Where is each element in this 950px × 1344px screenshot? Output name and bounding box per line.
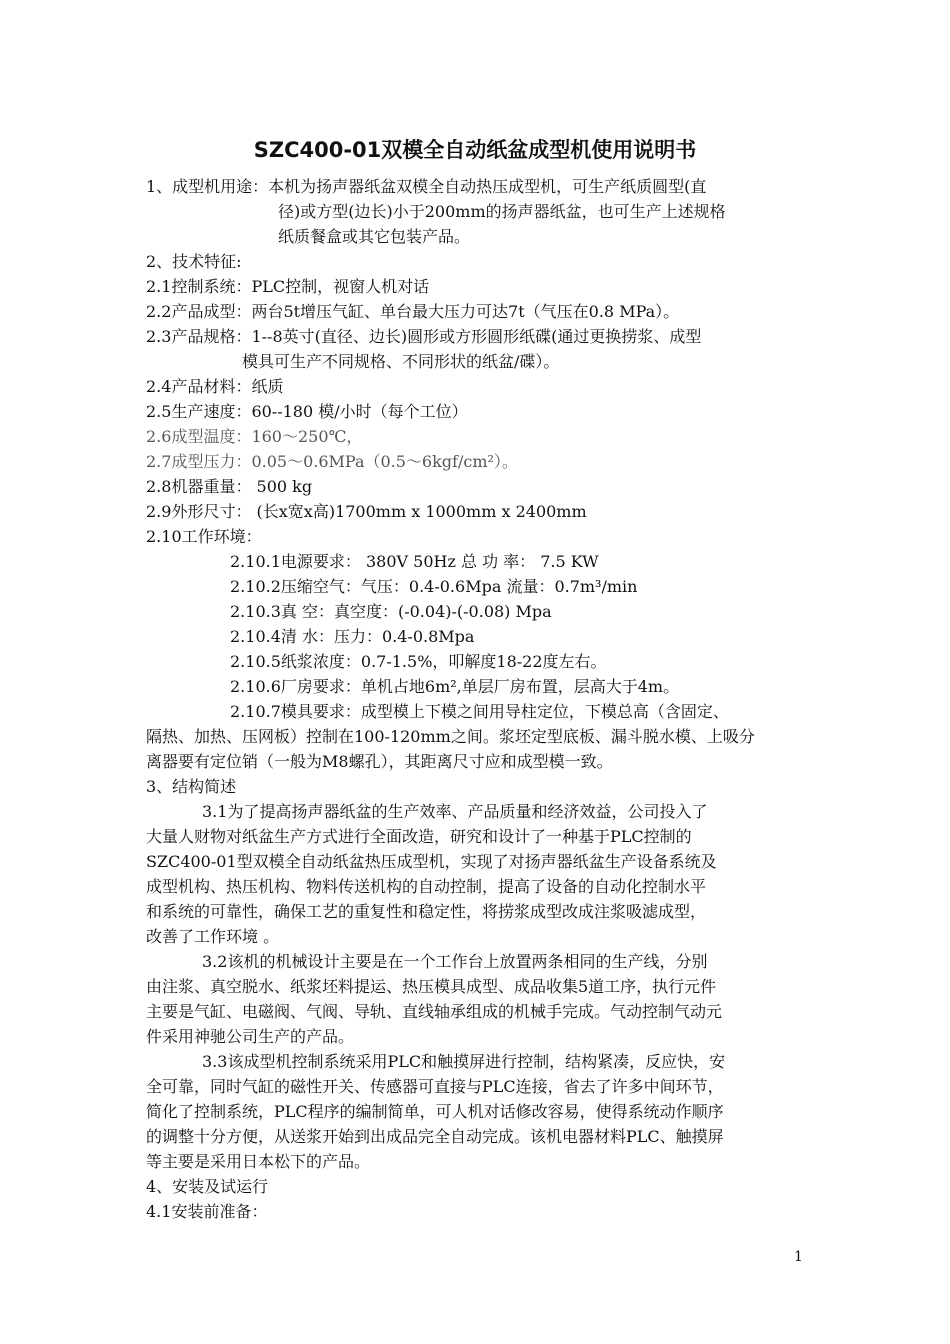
purpose-line-1: 1、成型机用途：本机为扬声器纸盆双模全自动热压成型机，可生产纸质圆型(直 bbox=[146, 177, 707, 196]
purpose-line-3: 纸质餐盒或其它包装产品。 bbox=[278, 227, 471, 246]
env-item-pulp: 2.10.5纸浆浓度：0.7-1.5%，叩解度18-22度左右。 bbox=[230, 652, 607, 671]
tech-item-2-3-line-1: 2.3产品规格：1--8英寸(直径、边长)圆形或方形圆形纸碟(通过更换捞浆、成型 bbox=[146, 327, 702, 346]
structure-p2-line: 由注浆、真空脱水、纸浆坯料提运、热压模具成型、成品收集5道工序，执行元件 bbox=[146, 977, 717, 996]
env-item-plant: 2.10.6厂房要求：单机占地6m²,单层厂房布置，层高大于4m。 bbox=[230, 677, 680, 696]
page-number: 1 bbox=[794, 1249, 803, 1265]
structure-p1-line: 改善了工作环境 。 bbox=[146, 927, 280, 946]
tech-item-2-4: 2.4产品材料：纸质 bbox=[146, 377, 284, 396]
structure-p3-line: 3.3该成型机控制系统采用PLC和触摸屏进行控制，结构紧凑，反应快，安 bbox=[202, 1052, 726, 1071]
tech-item-2-7: 2.7成型压力：0.05～0.6MPa（0.5～6kgf/cm²）。 bbox=[146, 452, 518, 471]
tech-item-2-9: 2.9外形尺寸： (长x宽x高)1700mm x 1000mm x 2400mm bbox=[146, 502, 587, 521]
purpose-line-2: 径)或方型(边长)小于200mm的扬声器纸盆，也可生产上述规格 bbox=[278, 202, 726, 221]
env-item-air: 2.10.2压缩空气：气压：0.4-0.6Mpa 流量：0.7m³/min bbox=[230, 577, 638, 596]
structure-p1-line: 和系统的可靠性，确保工艺的重复性和稳定性，将捞浆成型改成注浆吸滤成型， bbox=[146, 902, 707, 921]
env-item-water: 2.10.4清 水：压力：0.4-0.8Mpa bbox=[230, 627, 475, 646]
structure-p1-line: 3.1为了提高扬声器纸盆的生产效率、产品质量和经济效益，公司投入了 bbox=[202, 802, 708, 821]
tech-item-2-5: 2.5生产速度：60--180 模/小时（每个工位） bbox=[146, 402, 468, 421]
tech-heading: 2、技术特征: bbox=[146, 252, 242, 271]
env-item-mold-line-1: 2.10.7模具要求：成型模上下模之间用导柱定位，下模总高（含固定、 bbox=[230, 702, 729, 721]
env-item-mold-line-3: 离器要有定位销（一般为M8螺孔），其距离尺寸应和成型模一致。 bbox=[146, 752, 613, 771]
structure-p3-line: 简化了控制系统，PLC程序的编制简单，可人机对话修改容易，使得系统动作顺序 bbox=[146, 1102, 724, 1121]
install-heading: 4、安装及试运行 bbox=[146, 1177, 269, 1196]
structure-p2-line: 主要是气缸、电磁阀、气阀、导轨、直线轴承组成的机械手完成。气动控制气动元 bbox=[146, 1002, 723, 1021]
structure-p3-line: 全可靠，同时气缸的磁性开关、传感器可直接与PLC连接，省去了许多中间环节， bbox=[146, 1077, 724, 1096]
tech-item-2-2: 2.2产品成型：两台5t增压气缸、单台最大压力可达7t（气压在0.8 MPa）。 bbox=[146, 302, 680, 321]
tech-item-2-8: 2.8机器重量： 500 kg bbox=[146, 477, 313, 496]
install-item-4-1: 4.1安装前准备： bbox=[146, 1202, 268, 1221]
env-item-power: 2.10.1电源要求： 380V 50Hz 总 功 率： 7.5 KW bbox=[230, 552, 599, 571]
document-title: SZC400-01双模全自动纸盆成型机使用说明书 bbox=[253, 138, 697, 162]
tech-item-2-6: 2.6成型温度：160～250℃， bbox=[146, 427, 363, 446]
structure-p3-line: 的调整十分方便，从送浆开始到出成品完全自动完成。该机电器材料PLC、触摸屏 bbox=[146, 1127, 724, 1146]
structure-p1-line: 大量人财物对纸盆生产方式进行全面改造，研究和设计了一种基于PLC控制的 bbox=[146, 827, 692, 846]
tech-item-2-10: 2.10工作环境： bbox=[146, 527, 262, 546]
env-item-mold-line-2: 隔热、加热、压网板）控制在100-120mm之间。浆坯定型底板、漏斗脱水模、上吸分 bbox=[146, 727, 755, 746]
structure-p2-line: 件采用神驰公司生产的产品。 bbox=[146, 1027, 355, 1046]
env-item-vacuum: 2.10.3真 空：真空度：(-0.04)-(-0.08) Mpa bbox=[230, 602, 552, 621]
structure-p3-line: 等主要是采用日本松下的产品。 bbox=[146, 1152, 371, 1171]
tech-item-2-1: 2.1控制系统：PLC控制，视窗人机对话 bbox=[146, 277, 430, 296]
structure-p1-line: 成型机构、热压机构、物料传送机构的自动控制，提高了设备的自动化控制水平 bbox=[146, 877, 707, 896]
structure-p1-line: SZC400-01型双模全自动纸盆热压成型机，实现了对扬声器纸盆生产设备系统及 bbox=[146, 852, 717, 871]
tech-item-2-3-line-2: 模具可生产不同规格、不同形状的纸盆/碟）。 bbox=[242, 352, 560, 371]
structure-heading: 3、结构简述 bbox=[146, 777, 237, 796]
structure-p2-line: 3.2该机的机械设计主要是在一个工作台上放置两条相同的生产线，分别 bbox=[202, 952, 708, 971]
